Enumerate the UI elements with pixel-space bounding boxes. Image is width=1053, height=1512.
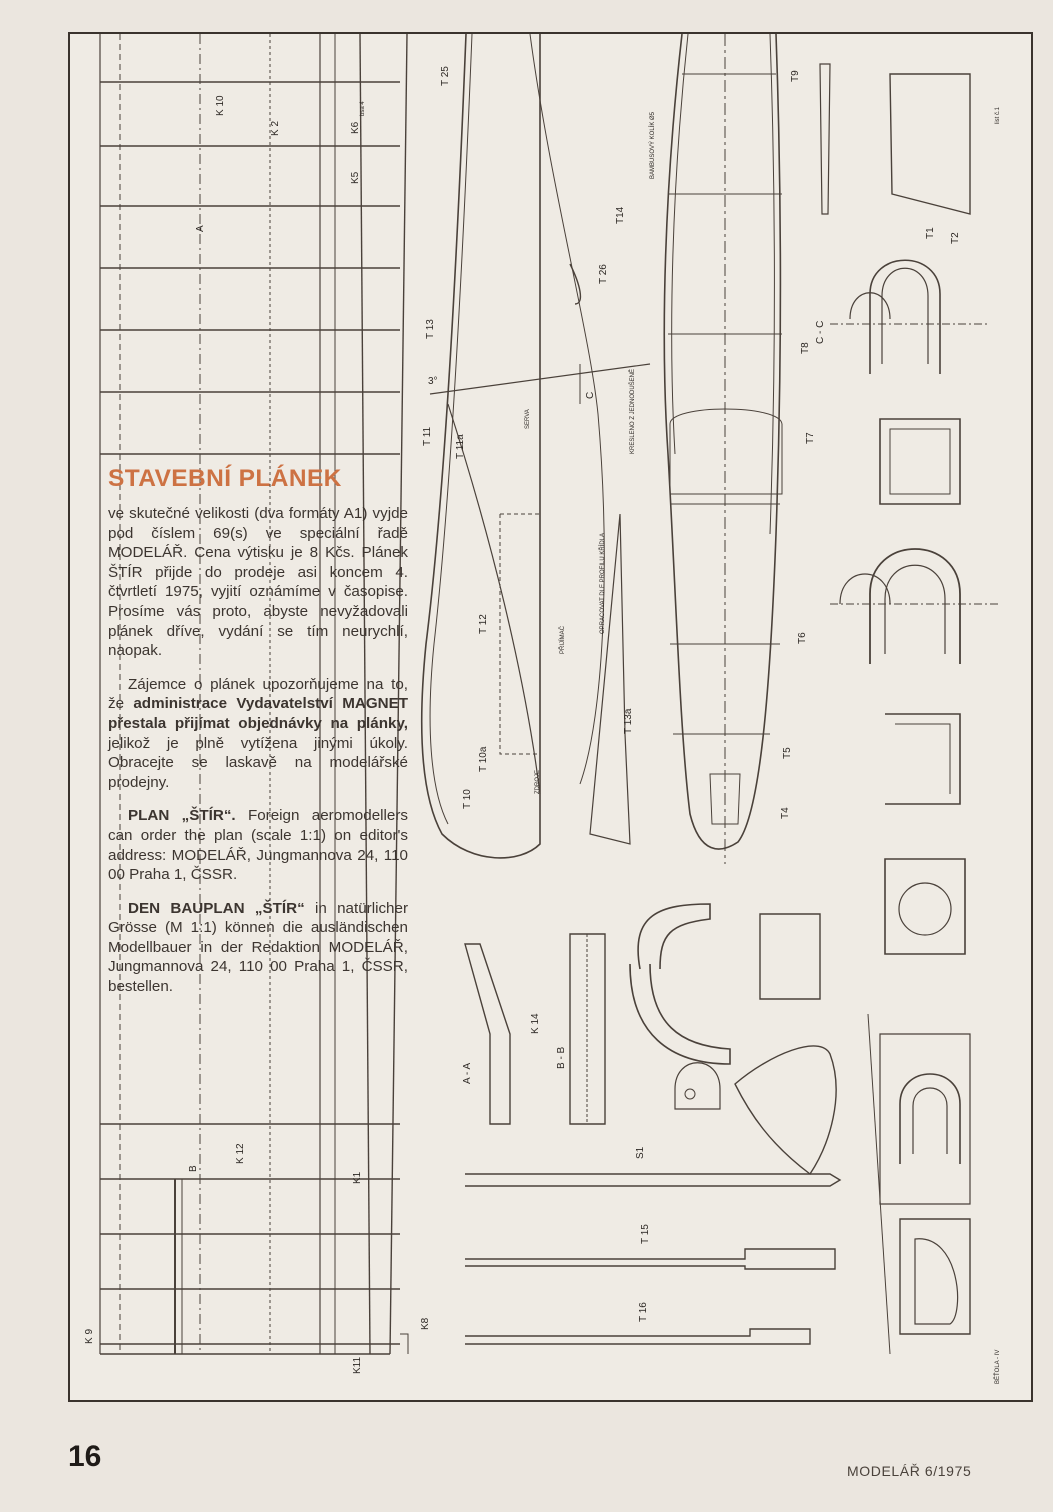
label-servo: SERVA (525, 409, 531, 429)
paragraph-3-bold: PLAN „ŠTÍR“. (128, 807, 236, 825)
paragraph-4 (108, 899, 408, 997)
paragraph-2-end: jelikož je plně vytížena jinými úkoly. Obracejte se laskavě na modelářské prodejny. (108, 734, 408, 791)
label-k2: K 2 (270, 120, 281, 136)
label-opracovat: OPRACOVAT DLE PROFILU KŘÍDLA (600, 532, 606, 634)
paragraph-3 (108, 806, 408, 884)
label-t11a: T 11a (455, 434, 466, 459)
label-t25: T 25 (440, 66, 451, 86)
label-t5: T5 (782, 747, 793, 759)
label-a: A (195, 225, 206, 232)
label-t11: T 11 (422, 426, 433, 446)
label-t6: T6 (797, 632, 808, 644)
label-balsa4: bsa 4 (360, 101, 366, 116)
label-k11: K11 (352, 1356, 363, 1374)
label-t16: T 16 (638, 1302, 649, 1322)
label-t9: T9 (790, 70, 801, 82)
label-t2: T2 (950, 232, 961, 244)
label-bb: B - B (556, 1046, 567, 1069)
label-t8: T8 (800, 342, 811, 354)
label-k10: K 10 (215, 95, 226, 116)
label-deg3: 3° (428, 376, 438, 387)
paragraph-2-bold: administrace Vydavatelství MAGNET přestala přijímat objednávky na plánky, (108, 695, 409, 732)
paragraph-4-bold: DEN BAUPLAN „ŠTÍR“ (128, 899, 305, 917)
footer-magazine-issue: MODELÁŘ 6/1975 (847, 1463, 972, 1479)
label-k9: K 9 (84, 1328, 95, 1344)
label-aa: A - A (462, 1062, 473, 1084)
label-t10: T 10 (462, 789, 473, 809)
paragraph-4-text: in natürlicher Grösse (M 1:1) können die ausländischen Modellbauer in der Redaktion MODELÁŘ, Jungmannova 24, 110 00 Praha 1, ČSSR, bestellen. (108, 899, 408, 996)
paragraph-2-start: Zájemce o plánek upozorňujeme na to, že (108, 675, 408, 713)
label-t12: T 12 (478, 614, 489, 634)
paragraph-1: ve skutečné velikosti (dva formáty A1) vyjde pod číslem 69(s) ve speciální řadě MODELÁŘ. Cena výtisku je 8 Kčs. Plánek ŠTÍR přijde do prodeje asi koncem 4. čtvrtletí 1975, vyjití oznámíme v časopise. Prosíme vás proto, abyste nevyžadovali plánek dříve, vydání se tím neurychlí, naopak. (108, 505, 408, 660)
label-t10a: T 10a (478, 746, 489, 772)
paragraph-2 (108, 675, 408, 793)
label-kreslit: KRESLENO Z JEDNODUŠENĚ (630, 368, 636, 454)
label-cc: C - C (815, 320, 826, 344)
label-t1: T1 (925, 227, 936, 239)
label-k1: K1 (352, 1171, 363, 1184)
article-heading: STAVEBNÍ PLÁNEK (108, 465, 342, 492)
label-k12: K 12 (235, 1143, 246, 1164)
label-t13: T 13 (425, 319, 436, 339)
label-c-mark: C (585, 391, 596, 399)
label-t13a: T 13a (623, 708, 634, 734)
page-number: 16 (68, 1440, 102, 1473)
label-t7: T7 (805, 432, 816, 444)
label-prijimac: PŘIJÍMAČ (560, 625, 566, 654)
label-t14: T14 (615, 206, 626, 224)
label-k5: K5 (350, 171, 361, 184)
label-zdroje: ZDROJE (535, 770, 541, 794)
label-k8: K8 (420, 1317, 431, 1330)
label-author: BĚŤOLA - IV (995, 1349, 1001, 1384)
article-text (108, 462, 408, 1011)
label-k14: K 14 (530, 1013, 541, 1034)
paragraph-3-text: Foreign aeromodellers can order the plan (scale 1:1) on editor's address: MODELÁŘ, Jungmannova 24, 110 00 Praha 1, ČSSR. (108, 807, 408, 884)
label-s1: S1 (635, 1146, 646, 1159)
label-b: B (188, 1165, 199, 1172)
label-bambus: BAMBUSOVÝ KOLÍK Ø5 (650, 111, 656, 179)
label-t26: T 26 (598, 264, 609, 284)
label-t15: T 15 (640, 1224, 651, 1244)
label-t4: T4 (780, 807, 791, 819)
label-k6: K6 (350, 121, 361, 134)
label-sheet: list č.1 (995, 106, 1001, 124)
